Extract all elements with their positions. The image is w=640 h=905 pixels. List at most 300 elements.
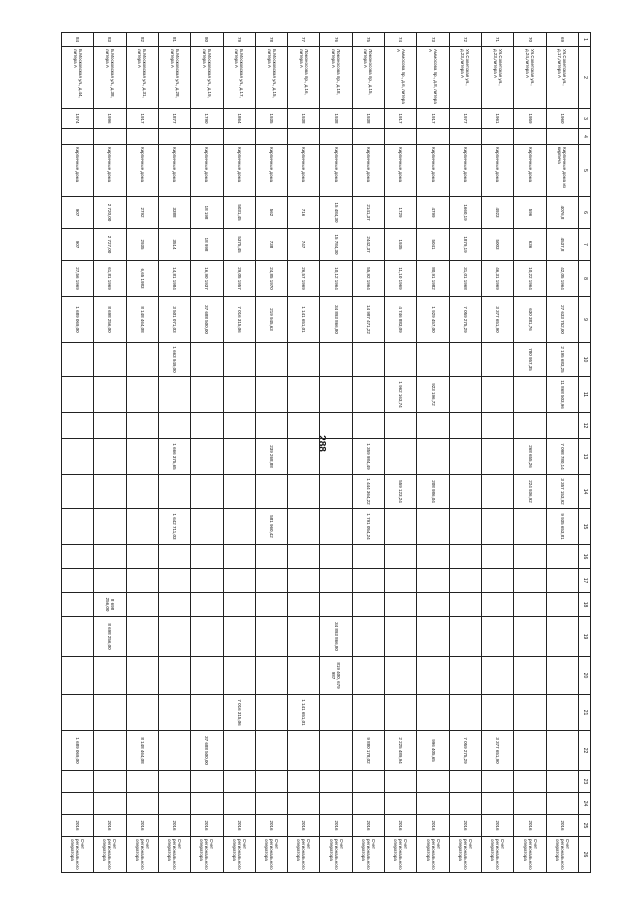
cell-cost-col-17	[191, 569, 223, 593]
cell-cost-col-15	[288, 509, 320, 545]
cell-wear-percent: 31,01 1968	[449, 261, 481, 297]
cell-row-number: 74	[385, 33, 417, 47]
cell-total-cost: 4 746 883,09	[385, 297, 417, 343]
cell-row-number: 72	[449, 33, 481, 47]
cell-cost-col-24	[288, 793, 320, 815]
cell-total-area: 4076,8	[546, 197, 578, 229]
cell-cost-col-12	[449, 413, 481, 439]
cell-cost-col-18	[62, 593, 94, 617]
cell-year-reconstructed	[385, 129, 417, 145]
cell-cost-col-12	[223, 413, 255, 439]
cell-cost-col-23	[255, 771, 287, 793]
cell-cost-col-10	[482, 343, 514, 377]
cell-year-built: 1938	[352, 109, 384, 129]
table-row	[158, 33, 190, 873]
cell-cost-col-10	[449, 343, 481, 377]
cell-cost-col-23	[62, 771, 94, 793]
cell-cost-col-16	[385, 545, 417, 569]
cell-cost-col-24	[320, 793, 352, 815]
cell-planned-year: 2016	[94, 815, 126, 837]
cell-year-built: 1938	[288, 109, 320, 129]
cell-cost-col-19	[385, 617, 417, 657]
cell-cost-col-15	[449, 509, 481, 545]
cell-cost-col-11	[482, 377, 514, 413]
column-number-row	[579, 33, 591, 873]
cell-cost-col-13	[191, 439, 223, 475]
cell-planned-year: 2016	[385, 815, 417, 837]
cell-year-reconstructed	[352, 129, 384, 145]
cell-cost-col-12	[320, 413, 352, 439]
cell-wear-percent: 6,65 1983	[126, 261, 158, 297]
cell-cost-col-15	[482, 509, 514, 545]
cell-planned-year: 2016	[514, 815, 546, 837]
cell-cost-col-15	[62, 509, 94, 545]
cell-cost-col-20	[94, 657, 126, 695]
cell-cost-col-19	[255, 617, 287, 657]
cell-cost-col-21	[126, 695, 158, 731]
cell-row-number: 73	[417, 33, 449, 47]
cell-cost-col-12	[352, 413, 384, 439]
cell-cost-col-13: 7 098 780,14	[546, 439, 578, 475]
cell-address: Б.Московская ул., д.31, литера А	[126, 47, 158, 109]
cell-total-cost: 1 929 457,00	[417, 297, 449, 343]
cell-cost-col-22	[94, 731, 126, 771]
cell-cost-col-13: 268 655,26	[514, 439, 546, 475]
cell-year-built: 1790	[191, 109, 223, 129]
cell-cost-col-23	[449, 771, 481, 793]
column-number-header: 14	[579, 475, 591, 509]
cell-cost-col-15: 1 642 711,03	[158, 509, 190, 545]
cell-year-reconstructed	[546, 129, 578, 145]
cell-wall-material: Кирпичные дома	[223, 145, 255, 197]
cell-cost-col-17	[449, 569, 481, 593]
cell-total-cost: 3 501 071,03	[158, 297, 190, 343]
column-number-header: 9	[579, 297, 591, 343]
table-row	[126, 33, 158, 873]
cell-year-built: 1938	[320, 109, 352, 129]
table-row	[288, 33, 320, 873]
cell-year-built: 1917	[385, 109, 417, 129]
cell-year-reconstructed	[223, 129, 255, 145]
cell-cost-col-19	[223, 617, 255, 657]
column-number-header: 13	[579, 439, 591, 475]
cell-fund-method: Счет регионального оператора	[288, 837, 320, 873]
cell-cost-col-23	[352, 771, 384, 793]
cell-cost-col-11	[320, 377, 352, 413]
cell-fund-method: Счет регионального оператора	[385, 837, 417, 873]
cell-cost-col-16	[288, 545, 320, 569]
cell-cost-col-13	[449, 439, 481, 475]
cell-cost-col-19	[126, 617, 158, 657]
cell-cost-col-21	[191, 695, 223, 731]
cell-total-area: 2792	[126, 197, 158, 229]
cell-cost-col-21	[385, 695, 417, 731]
cell-cost-col-12	[385, 413, 417, 439]
cell-cost-col-23	[191, 771, 223, 793]
cell-year-built: 1959	[514, 109, 546, 129]
table-row	[385, 33, 417, 873]
column-number-header: 18	[579, 593, 591, 617]
cell-cost-col-22	[320, 731, 352, 771]
cell-cost-col-22	[223, 731, 255, 771]
cell-cost-col-13	[417, 439, 449, 475]
cell-cost-col-23	[482, 771, 514, 793]
cell-cost-col-22: 1 689 069,00	[62, 731, 94, 771]
cell-planned-year: 2016	[482, 815, 514, 837]
cell-fund-method: Счет регионального оператора	[449, 837, 481, 873]
cell-row-number: 75	[352, 33, 384, 47]
cell-cost-col-16	[546, 545, 578, 569]
cell-row-number: 81	[158, 33, 190, 47]
cell-cost-col-17	[482, 569, 514, 593]
cell-cost-col-11	[514, 377, 546, 413]
cell-fund-method: Счет регионального оператора	[62, 837, 94, 873]
cell-cost-col-13	[223, 439, 255, 475]
cell-cost-col-23	[126, 771, 158, 793]
cell-wall-material: Кирпичные дома	[158, 145, 190, 197]
cell-total-area: 2141,37	[352, 197, 384, 229]
cell-wear-percent: 26,57 1969	[288, 261, 320, 297]
cell-cost-col-17	[352, 569, 384, 593]
column-number-header: 25	[579, 815, 591, 837]
cell-building-area: 3514	[158, 229, 190, 261]
cell-cost-col-20	[223, 657, 255, 695]
column-number-header: 24	[579, 793, 591, 815]
cell-cost-col-17	[62, 569, 94, 593]
cell-building-area: 18 998	[191, 229, 223, 261]
cell-row-number: 70	[514, 33, 546, 47]
column-number-header: 1	[579, 33, 591, 47]
column-number-header: 17	[579, 569, 591, 593]
cell-wear-percent: 46,31 1969	[482, 261, 514, 297]
cell-cost-col-11	[352, 377, 384, 413]
cell-cost-col-19: 8 698 256,00	[94, 617, 126, 657]
cell-year-reconstructed	[255, 129, 287, 145]
cell-cost-col-14	[255, 475, 287, 509]
cell-cost-col-17	[158, 569, 190, 593]
cell-cost-col-24	[255, 793, 287, 815]
cell-address: Б.Московская ул., д.15, литера А	[255, 47, 287, 109]
cell-year-reconstructed	[514, 129, 546, 145]
cell-cost-col-23	[320, 771, 352, 793]
cell-cost-col-17	[320, 569, 352, 593]
cell-cost-col-18	[449, 593, 481, 617]
cell-building-area: 2 727,00	[94, 229, 126, 261]
cell-address: Ул.Советская ул., д.23,литера А	[449, 47, 481, 109]
cell-cost-col-17	[546, 569, 578, 593]
cell-cost-col-17	[126, 569, 158, 593]
cell-cost-col-15	[385, 509, 417, 545]
table-row	[94, 33, 126, 873]
cell-cost-col-24	[223, 793, 255, 815]
cell-cost-col-12	[255, 413, 287, 439]
cell-cost-col-11	[158, 377, 190, 413]
cell-fund-method: Счет регионального оператора	[482, 837, 514, 873]
cell-cost-col-24	[449, 793, 481, 815]
cell-cost-col-18	[288, 593, 320, 617]
column-number-header: 26	[579, 837, 591, 873]
cell-cost-col-19	[482, 617, 514, 657]
table-row	[352, 33, 384, 873]
cell-wall-material: Кирпичные дома	[126, 145, 158, 197]
cell-total-area: 3388	[158, 197, 190, 229]
cell-building-area: 1879,19	[449, 229, 481, 261]
cell-cost-col-24	[482, 793, 514, 815]
cell-cost-col-16	[482, 545, 514, 569]
cell-row-number: 83	[94, 33, 126, 47]
table-row	[62, 33, 94, 873]
cell-cost-col-10	[62, 343, 94, 377]
cell-cost-col-24	[546, 793, 578, 815]
column-number-header: 7	[579, 229, 591, 261]
cell-cost-col-14	[288, 475, 320, 509]
cell-fund-method: Счет регионального оператора	[320, 837, 352, 873]
cell-cost-col-11	[223, 377, 255, 413]
cell-year-built: 1917	[126, 109, 158, 129]
cell-cost-col-10	[223, 343, 255, 377]
column-number-header: 5	[579, 145, 591, 197]
table-row	[449, 33, 481, 873]
cell-wear-percent: 80,91 1982	[417, 261, 449, 297]
cell-cost-col-14: 3 357 153,92	[546, 475, 578, 509]
cell-wall-material: Кирпичные дома	[191, 145, 223, 197]
cell-cost-col-10	[255, 343, 287, 377]
cell-building-area: 747	[288, 229, 320, 261]
cell-cost-col-20	[385, 657, 417, 695]
cell-fund-method: Счет регионального оператора	[255, 837, 287, 873]
table-body	[62, 33, 579, 873]
cell-cost-col-13	[126, 439, 158, 475]
cell-cost-col-18	[158, 593, 190, 617]
table-row	[320, 33, 352, 873]
cell-cost-col-16	[223, 545, 255, 569]
cell-year-built: 1996	[94, 109, 126, 129]
cell-address: Б.Московская ул., д.28, литера А	[158, 47, 190, 109]
cell-cost-col-14: 1 444 364,22	[352, 475, 384, 509]
cell-cost-col-19	[158, 617, 190, 657]
cell-cost-col-18	[126, 593, 158, 617]
cell-cost-col-21: 1 141 651,01	[288, 695, 320, 731]
cell-cost-col-19	[514, 617, 546, 657]
cell-planned-year: 2016	[255, 815, 287, 837]
cell-cost-col-14	[126, 475, 158, 509]
cell-address: Ул.Советская ул., д.17,литера А	[546, 47, 578, 109]
cell-cost-col-10: 1 663 949,00	[158, 343, 190, 377]
cell-total-cost: 34 893 866,80	[320, 297, 352, 343]
cell-cost-col-11	[449, 377, 481, 413]
cell-cost-col-21: 7 016 315,06	[223, 695, 255, 731]
cell-cost-col-14	[158, 475, 190, 509]
cell-cost-col-10	[288, 343, 320, 377]
cell-cost-col-20	[158, 657, 190, 695]
cell-cost-col-22: 7 059 275,29	[449, 731, 481, 771]
cell-cost-col-18	[320, 593, 352, 617]
cell-cost-col-19: 34 893 866,80	[320, 617, 352, 657]
cell-row-number: 82	[126, 33, 158, 47]
cell-total-cost: 8 148 464,08	[126, 297, 158, 343]
cell-cost-col-16	[417, 545, 449, 569]
cell-cost-col-13	[94, 439, 126, 475]
cell-total-cost: 1 141 651,01	[288, 297, 320, 343]
cell-cost-col-20	[417, 657, 449, 695]
cell-row-number: 69	[546, 33, 578, 47]
page-number: 288	[315, 435, 327, 452]
cell-cost-col-10: 2 195 683,25	[546, 343, 578, 377]
cell-cost-col-13	[320, 439, 352, 475]
cell-cost-col-13	[288, 439, 320, 475]
cell-cost-col-24	[352, 793, 384, 815]
cell-cost-col-23	[514, 771, 546, 793]
cell-year-reconstructed	[94, 129, 126, 145]
cell-cost-col-16	[62, 545, 94, 569]
cell-cost-col-23	[94, 771, 126, 793]
cell-year-built: 1877	[158, 109, 190, 129]
table-row	[546, 33, 578, 873]
column-number-header: 22	[579, 731, 591, 771]
cell-cost-col-22	[288, 731, 320, 771]
cell-cost-col-22: 37 688 500,00	[191, 731, 223, 771]
cell-cost-col-14	[62, 475, 94, 509]
cell-cost-col-20	[546, 657, 578, 695]
cell-cost-col-11: 11 868 503,96	[546, 377, 578, 413]
cell-cost-col-20: 819 400, 679 987	[320, 657, 352, 695]
cell-cost-col-18	[546, 593, 578, 617]
cell-year-reconstructed	[417, 129, 449, 145]
cell-fund-method: Счет регионального оператора	[223, 837, 255, 873]
cell-address: Ломоносова пр., д.15, литера А	[352, 47, 384, 109]
cell-cost-col-24	[514, 793, 546, 815]
cell-cost-col-23	[385, 771, 417, 793]
cell-address: Аммосова пр., д.8, литера А	[417, 47, 449, 109]
cell-planned-year: 2016	[449, 815, 481, 837]
cell-cost-col-15	[417, 509, 449, 545]
cell-wear-percent: 42,05 1964	[546, 261, 578, 297]
cell-cost-col-16	[352, 545, 384, 569]
column-number-header: 8	[579, 261, 591, 297]
cell-wall-material: Кирпичные дома	[94, 145, 126, 197]
table-row	[255, 33, 287, 873]
cell-building-area: 1935	[385, 229, 417, 261]
cell-cost-col-10	[320, 343, 352, 377]
cell-cost-col-14	[449, 475, 481, 509]
cell-cost-col-11	[255, 377, 287, 413]
cell-cost-col-17	[288, 569, 320, 593]
column-number-header: 4	[579, 129, 591, 145]
cell-wear-percent: 61,81 1969	[94, 261, 126, 297]
cell-cost-col-14: 224 936,92	[514, 475, 546, 509]
cell-address: Ломоносова пр., д.18, литера А	[320, 47, 352, 109]
cell-wear-percent: 10,12 1964	[320, 261, 352, 297]
cell-cost-col-10	[385, 343, 417, 377]
cell-cost-col-23	[417, 771, 449, 793]
cell-cost-col-10	[352, 343, 384, 377]
cell-year-built: 1935	[255, 109, 287, 129]
cell-total-area: 18 198	[191, 197, 223, 229]
cell-cost-col-21	[62, 695, 94, 731]
cell-total-cost: 27 633 752,00	[546, 297, 578, 343]
cell-cost-col-10	[191, 343, 223, 377]
cell-cost-col-15: 9 935 653,81	[546, 509, 578, 545]
cell-cost-col-18	[417, 593, 449, 617]
cell-wear-percent: 24,85 1970	[255, 261, 287, 297]
cell-cost-col-21	[546, 695, 578, 731]
cell-cost-col-12	[191, 413, 223, 439]
cell-cost-col-24	[158, 793, 190, 815]
cell-cost-col-22: 996 405,65	[417, 731, 449, 771]
table-row	[482, 33, 514, 873]
cell-year-reconstructed	[482, 129, 514, 145]
cell-planned-year: 2016	[320, 815, 352, 837]
cell-cost-col-16	[255, 545, 287, 569]
cell-row-number: 80	[191, 33, 223, 47]
cell-cost-col-24	[191, 793, 223, 815]
cell-cost-col-23	[546, 771, 578, 793]
cell-total-area: 1729	[385, 197, 417, 229]
cell-cost-col-21	[514, 695, 546, 731]
cell-cost-col-11	[126, 377, 158, 413]
cell-address: Б.Московская ул., д.38, литера А	[94, 47, 126, 109]
cell-cost-col-11	[288, 377, 320, 413]
column-number-header: 6	[579, 197, 591, 229]
housing-repair-table	[61, 32, 591, 873]
cell-cost-col-18	[223, 593, 255, 617]
cell-total-area: 15 484,30	[320, 197, 352, 229]
cell-year-built: 1961	[482, 109, 514, 129]
rotated-table-container	[61, 32, 591, 870]
cell-cost-col-22	[546, 731, 578, 771]
cell-building-area: 5375,45	[223, 229, 255, 261]
cell-wall-material: Кирпичные дома	[255, 145, 287, 197]
cell-cost-col-15	[126, 509, 158, 545]
cell-year-reconstructed	[126, 129, 158, 145]
cell-cost-col-15: 581 960,42	[255, 509, 287, 545]
cell-building-area: 2935	[126, 229, 158, 261]
cell-cost-col-23	[158, 771, 190, 793]
cell-cost-col-21	[320, 695, 352, 731]
cell-cost-col-21	[449, 695, 481, 731]
cell-cost-col-14	[223, 475, 255, 509]
cell-cost-col-10	[94, 343, 126, 377]
cell-cost-col-15	[191, 509, 223, 545]
cell-total-area: 5031,45	[223, 197, 255, 229]
cell-year-reconstructed	[62, 129, 94, 145]
cell-building-area: 636	[514, 229, 546, 261]
cell-year-reconstructed	[320, 129, 352, 145]
table-row	[223, 33, 255, 873]
cell-cost-col-21	[482, 695, 514, 731]
column-number-header: 15	[579, 509, 591, 545]
cell-cost-col-18	[352, 593, 384, 617]
cell-cost-col-17	[514, 569, 546, 593]
cell-wear-percent: 11,10 1969	[385, 261, 417, 297]
cell-building-area: 15 784,30	[320, 229, 352, 261]
cell-cost-col-21	[417, 695, 449, 731]
cell-cost-col-18	[191, 593, 223, 617]
cell-address: Б.Московская ул., д.19, литера А	[191, 47, 223, 109]
cell-cost-col-16	[158, 545, 190, 569]
cell-total-cost: 3 377 651,90	[482, 297, 514, 343]
cell-wall-material: Кирпичные дома	[62, 145, 94, 197]
cell-wall-material: Кирпичные дома	[514, 145, 546, 197]
cell-year-built: 1917	[417, 109, 449, 129]
cell-cost-col-24	[417, 793, 449, 815]
cell-total-cost: 1 689 069,00	[62, 297, 94, 343]
cell-wear-percent: 10,22 1964	[514, 261, 546, 297]
cell-fund-method: Счет регионального оператора	[126, 837, 158, 873]
cell-cost-col-12	[126, 413, 158, 439]
cell-year-built: 1864	[223, 109, 255, 129]
cell-wear-percent: 29,05 1957	[223, 261, 255, 297]
